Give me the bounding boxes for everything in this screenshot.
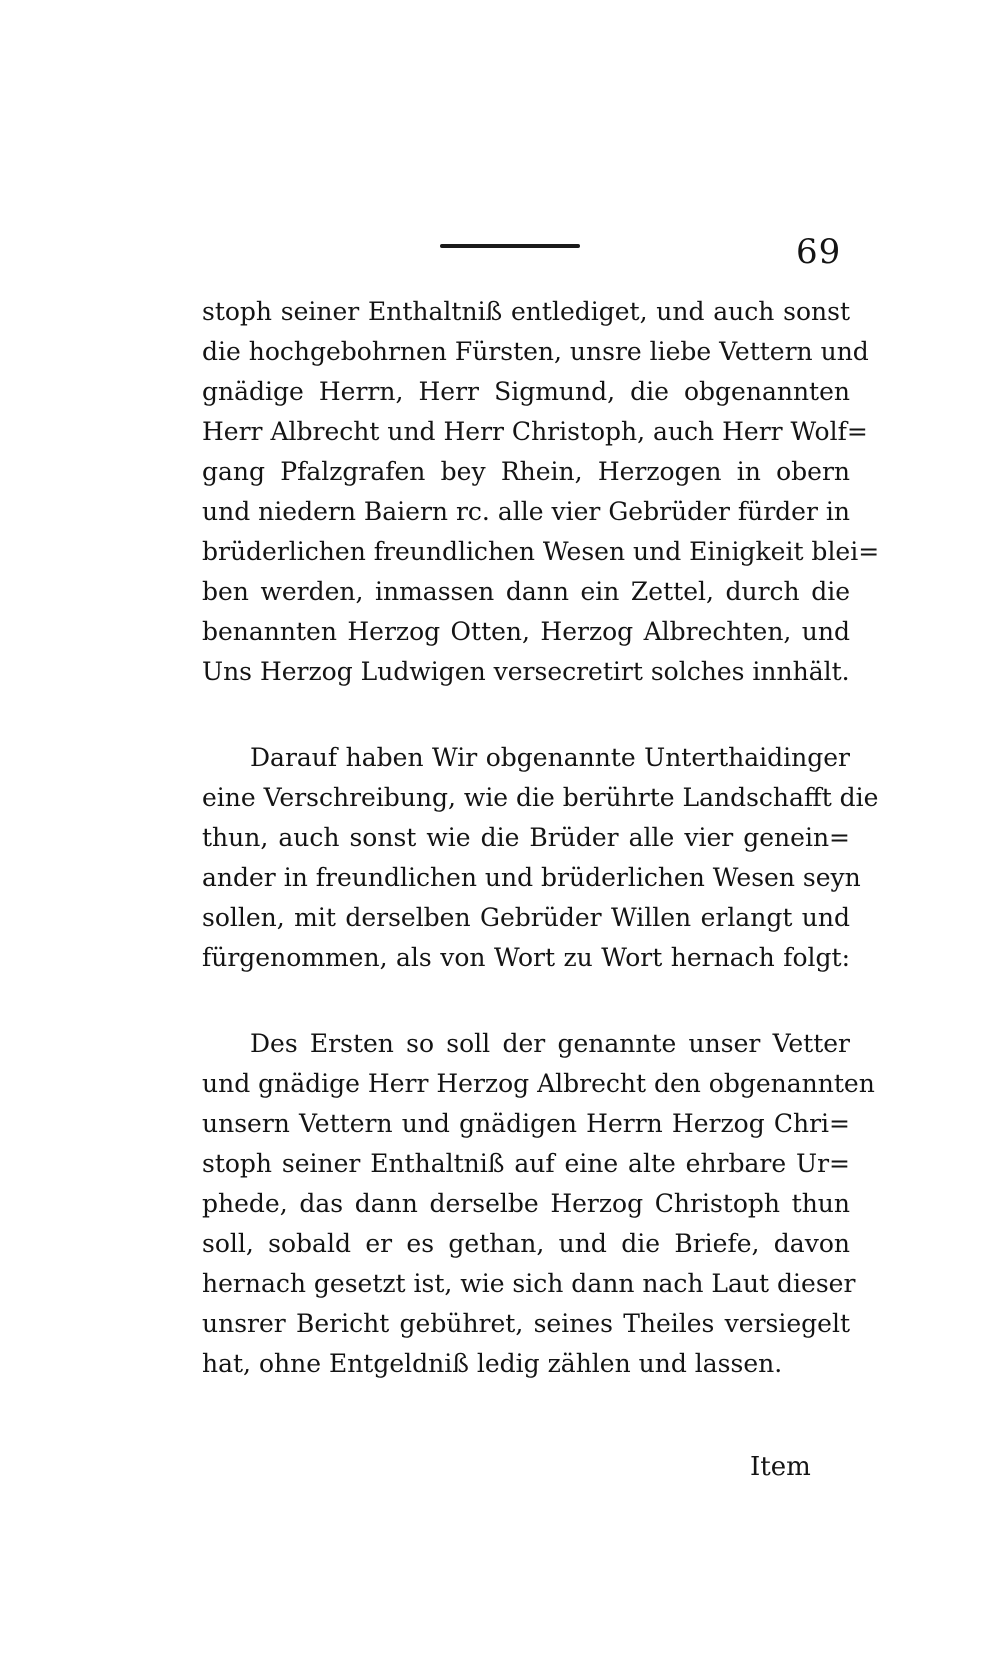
text-line: Uns Herzog Ludwigen versecretirt solches innhält.: [202, 657, 850, 686]
text-line: stoph seiner Enthaltniß auf eine alte ehrbare Ur=: [202, 1149, 850, 1178]
text-line: ander in freundlichen und brüderlichen Wesen seyn: [202, 863, 861, 892]
text-line: Darauf haben Wir obgenannte Unterthaidinger: [250, 743, 850, 772]
text-line: stoph seiner Enthaltniß entlediget, und auch sonst: [202, 297, 850, 326]
text-line: unsrer Bericht gebühret, seines Theiles versiegelt: [202, 1309, 850, 1338]
text-line: brüderlichen freundlichen Wesen und Einigkeit blei=: [202, 537, 880, 566]
catchword: Item: [750, 1452, 811, 1482]
text-line: und gnädige Herr Herzog Albrecht den obgenannten: [202, 1069, 875, 1098]
text-line: die hochgebohrnen Fürsten, unsre liebe Vettern und: [202, 337, 869, 366]
text-line: soll, sobald er es gethan, und die Briefe, davon: [202, 1229, 850, 1258]
text-line: gang Pfalzgrafen bey Rhein, Herzogen in obern: [202, 457, 850, 486]
text-line: und niedern Baiern rc. alle vier Gebrüder fürder in: [202, 497, 850, 526]
text-line: fürgenommen, als von Wort zu Wort hernach folgt:: [202, 943, 850, 972]
header-rule: [440, 244, 580, 248]
text-line: hat, ohne Entgeldniß ledig zählen und lassen.: [202, 1349, 783, 1378]
text-line: ben werden, inmassen dann ein Zettel, durch die: [202, 577, 850, 606]
text-line: sollen, mit derselben Gebrüder Willen erlangt und: [202, 903, 850, 932]
text-line: unsern Vettern und gnädigen Herrn Herzog Chri=: [202, 1109, 850, 1138]
text-line: Des Ersten so soll der genannte unser Vetter: [250, 1029, 850, 1058]
text-line: phede, das dann derselbe Herzog Christoph thun: [202, 1189, 850, 1218]
text-line: hernach gesetzt ist, wie sich dann nach Laut dieser: [202, 1269, 856, 1298]
text-line: gnädige Herrn, Herr Sigmund, die obgenannten: [202, 377, 850, 406]
text-line: benannten Herzog Otten, Herzog Albrechten, und: [202, 617, 850, 646]
text-line: thun, auch sonst wie die Brüder alle vier genein=: [202, 823, 850, 852]
page-number: 69: [796, 232, 842, 272]
text-line: Herr Albrecht und Herr Christoph, auch Herr Wolf=: [202, 417, 868, 446]
text-line: eine Verschreibung, wie die berührte Landschafft die: [202, 783, 879, 812]
